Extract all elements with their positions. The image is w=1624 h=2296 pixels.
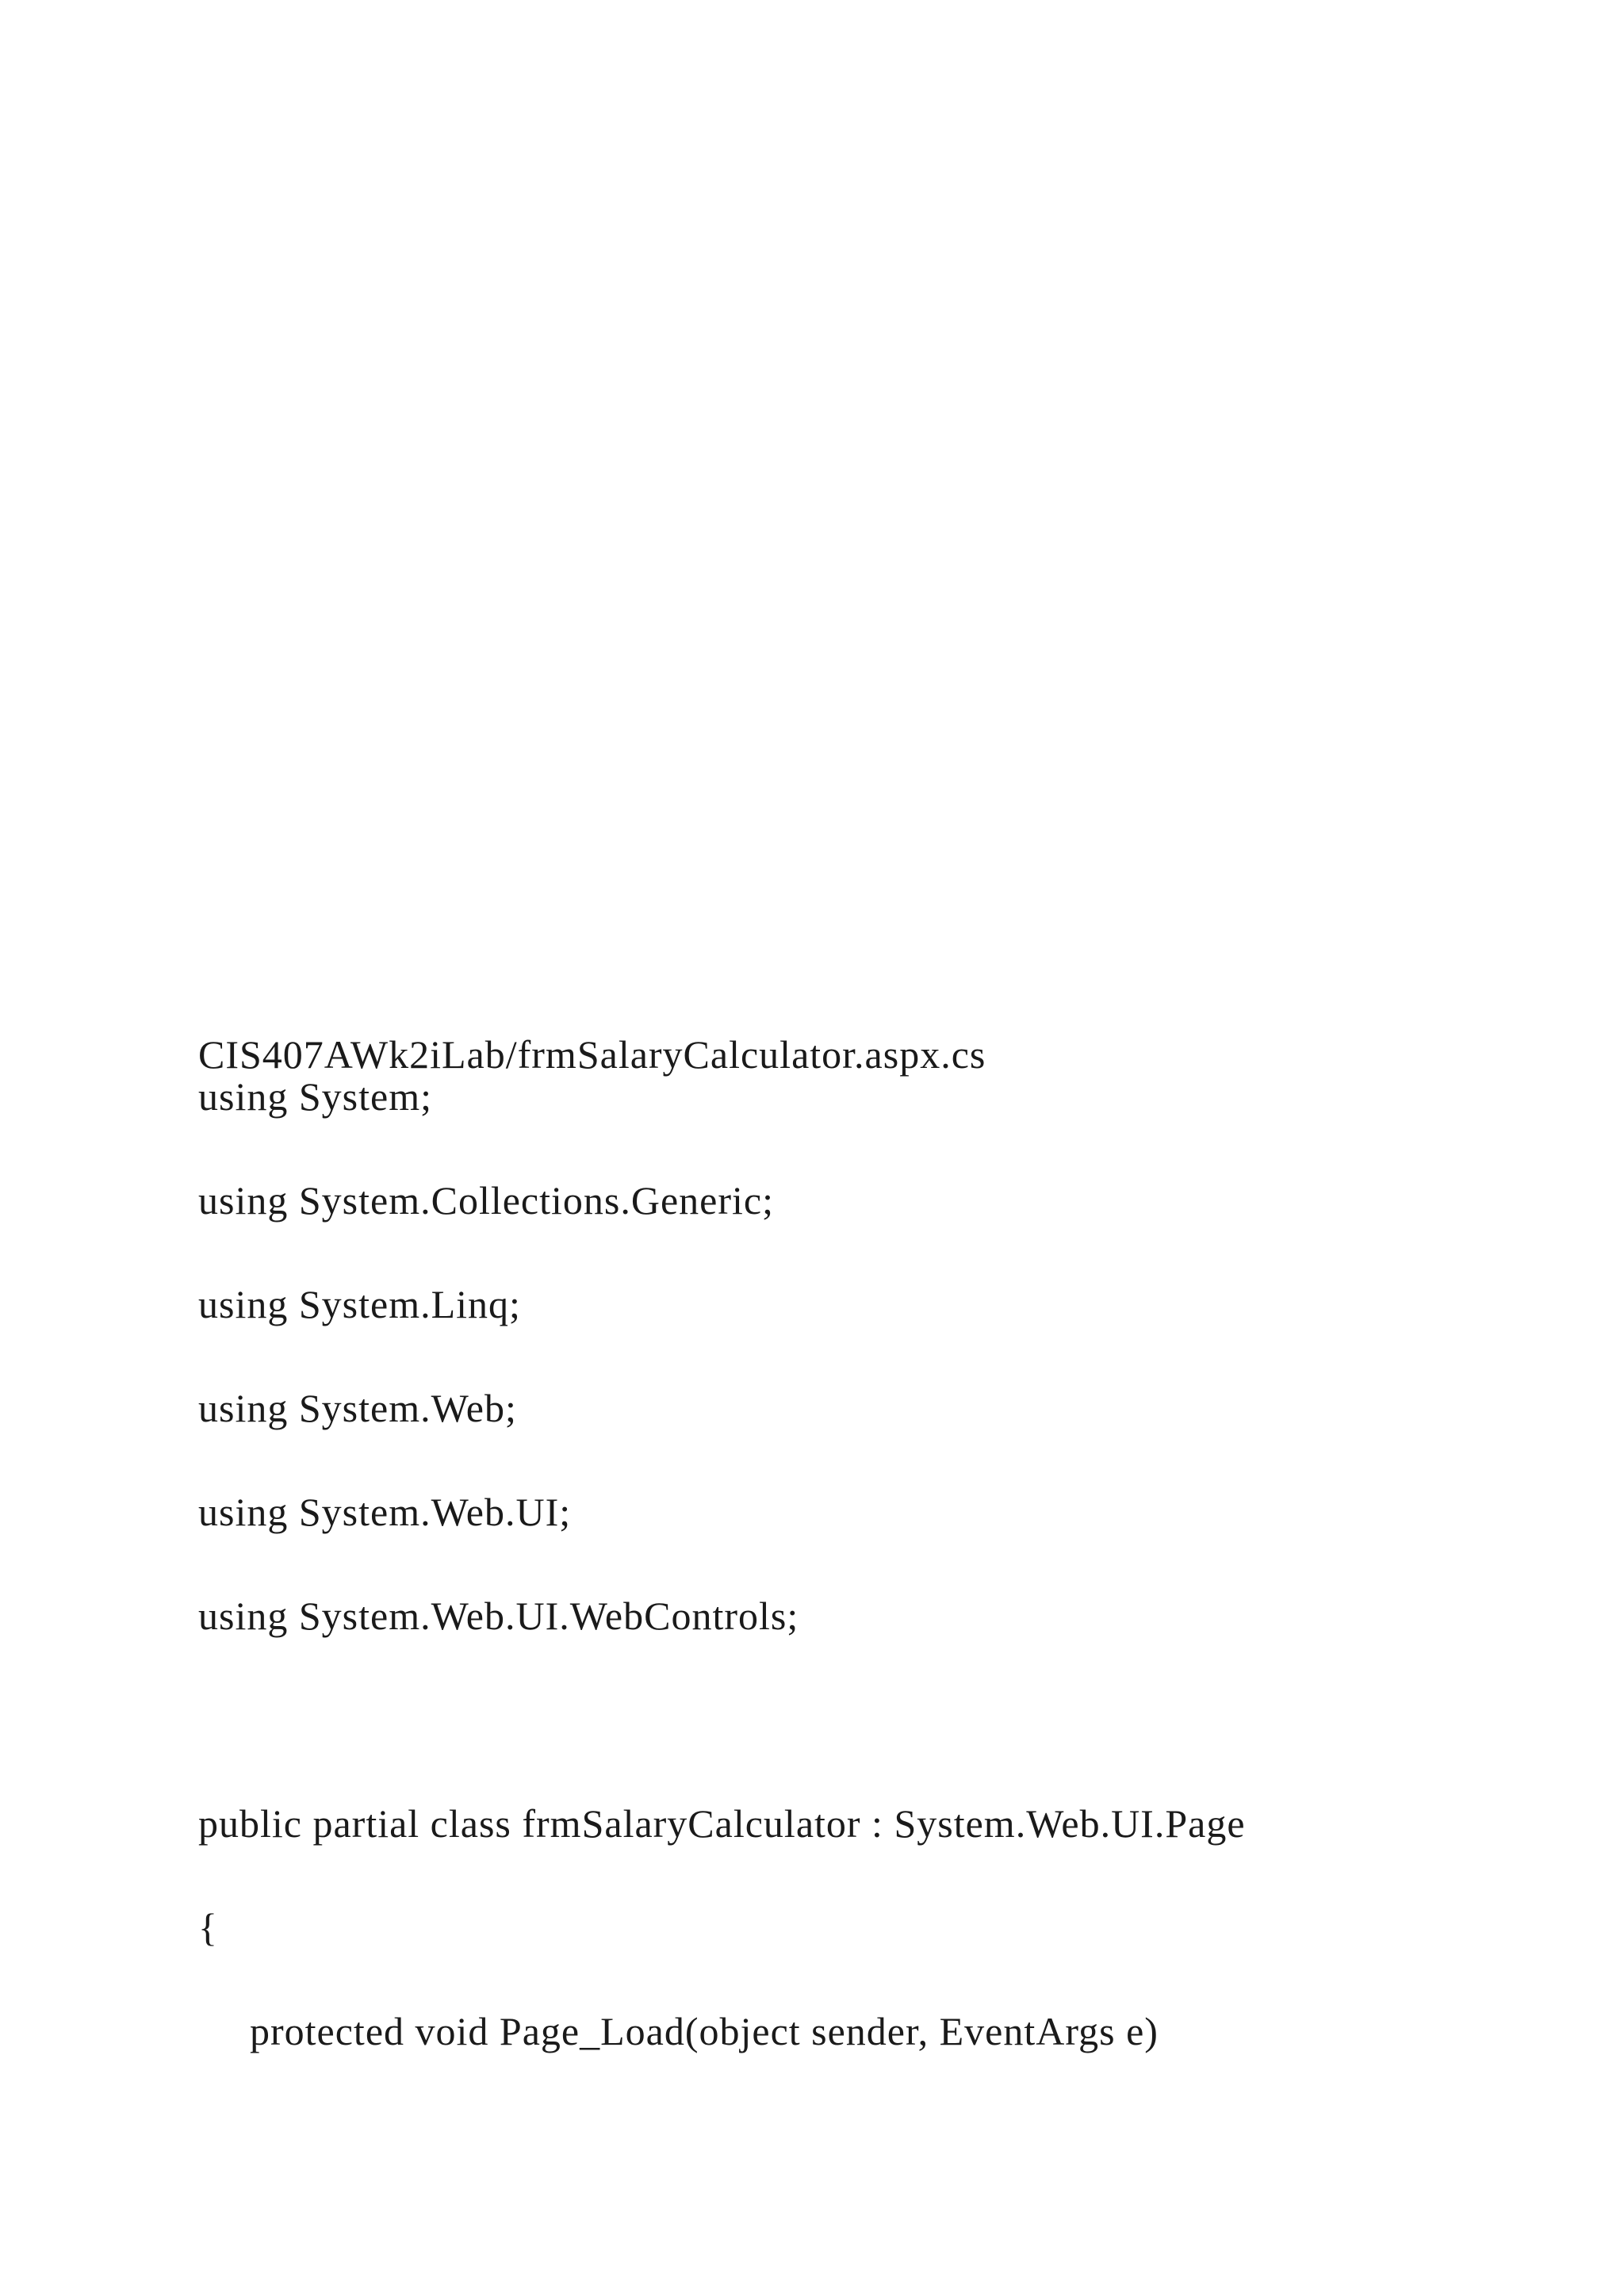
code-line-open-brace: { [198, 1905, 218, 1950]
code-line-using-web: using System.Web; [198, 1386, 517, 1430]
code-line-page-load-method: protected void Page_Load(object sender, EventArgs e) [250, 2009, 1159, 2053]
code-line-using-system: using System; [198, 1074, 432, 1119]
code-line-using-collections-generic: using System.Collections.Generic; [198, 1178, 774, 1223]
code-line-using-web-ui-webcontrols: using System.Web.UI.WebControls; [198, 1594, 799, 1638]
file-path-heading: CIS407AWk2iLab/frmSalaryCalculator.aspx.cs [198, 1032, 986, 1077]
code-line-class-declaration: public partial class frmSalaryCalculator : System.Web.UI.Page [198, 1801, 1246, 1846]
code-line-using-linq: using System.Linq; [198, 1282, 521, 1326]
code-line-using-web-ui: using System.Web.UI; [198, 1490, 572, 1534]
